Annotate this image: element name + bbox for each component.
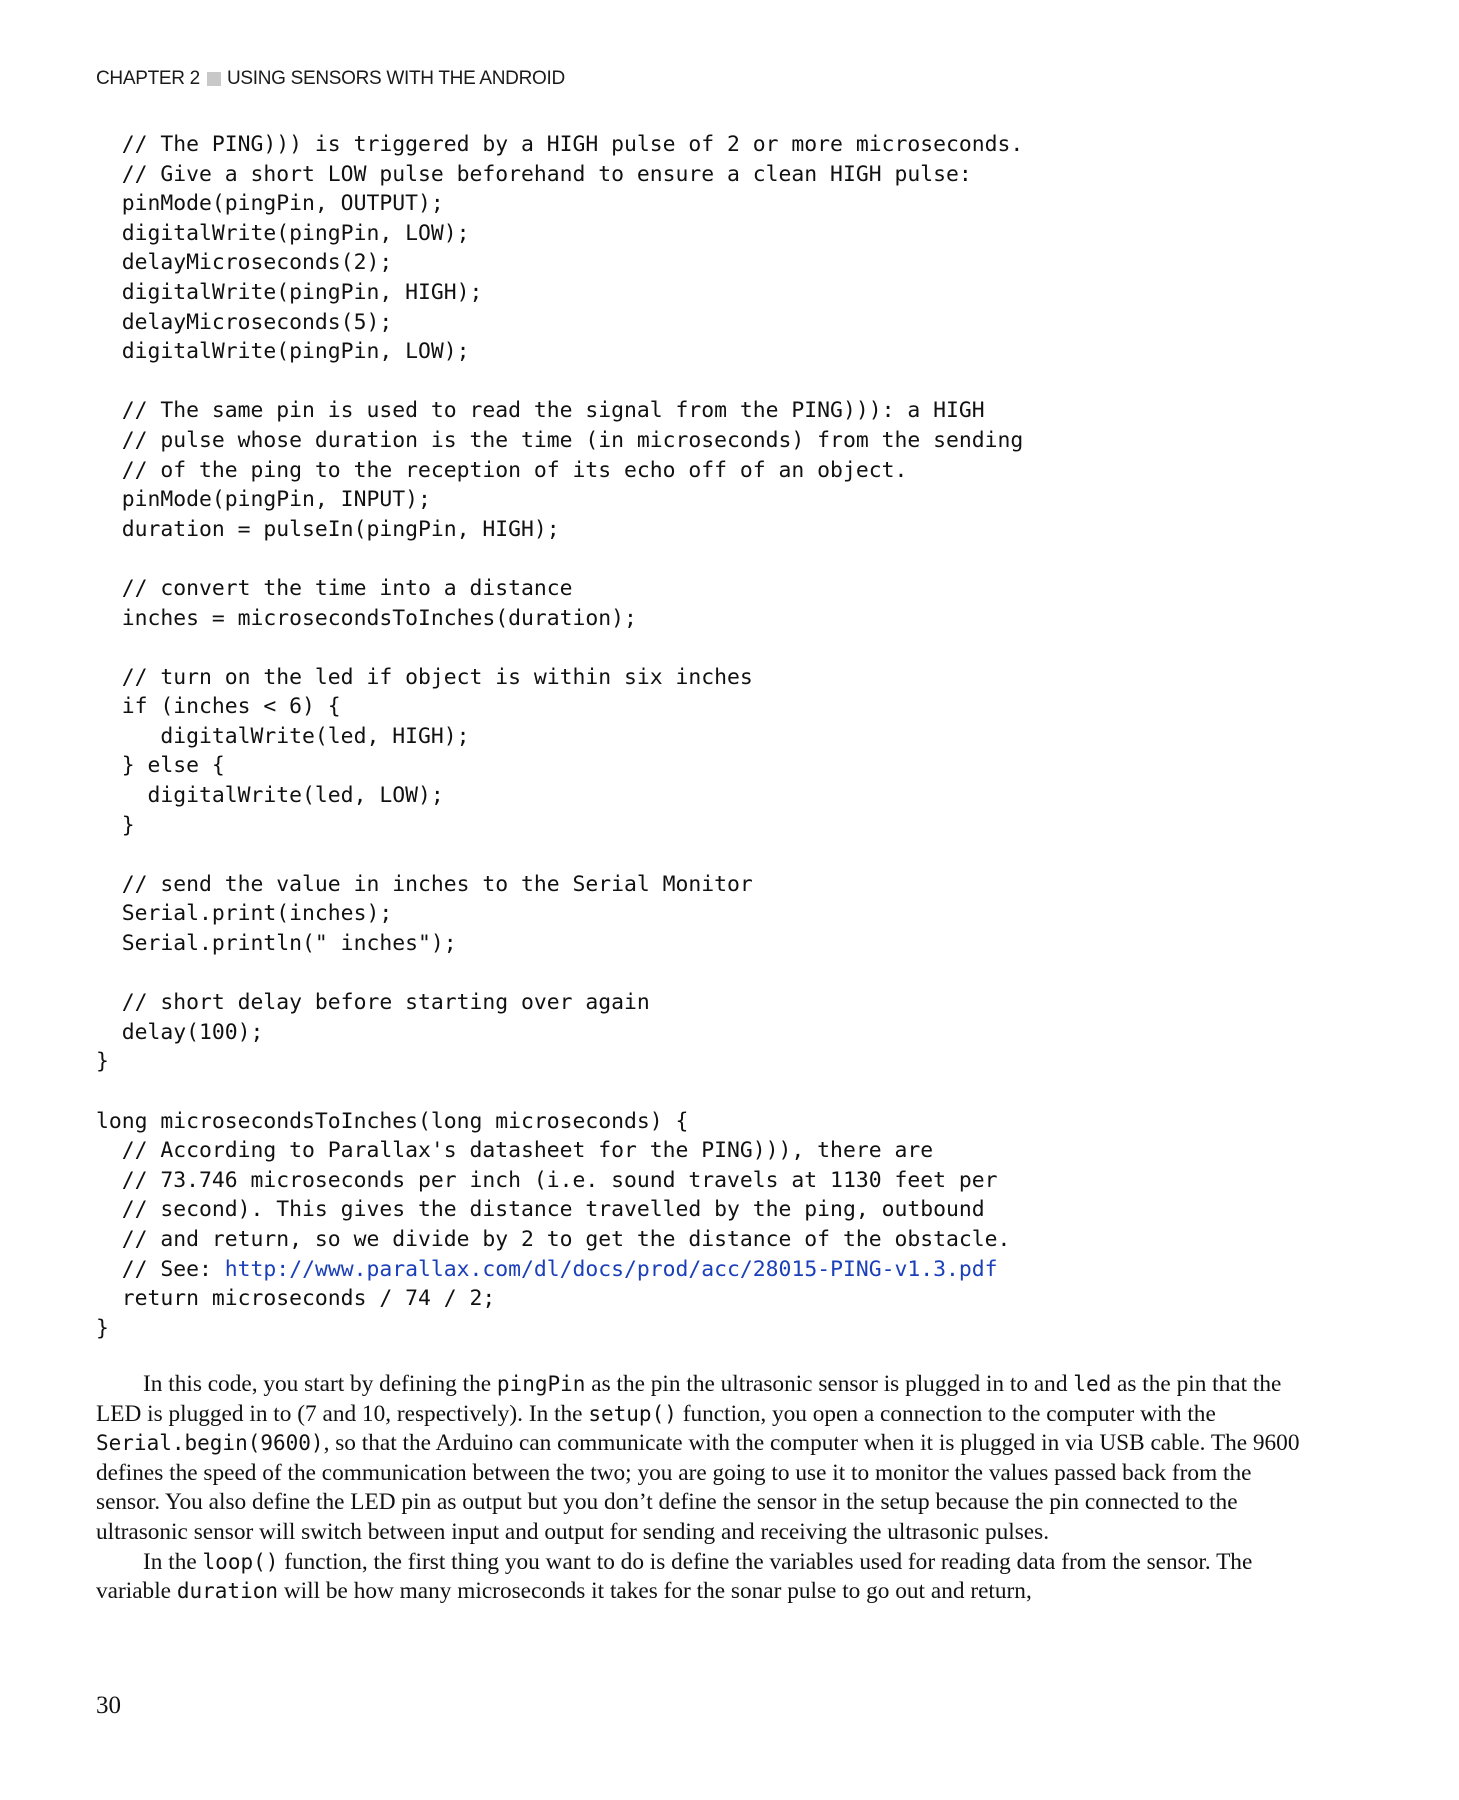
inline-code-pingpin: pingPin	[496, 1372, 586, 1396]
header-separator-icon	[207, 72, 221, 86]
inline-code-led: led	[1073, 1372, 1112, 1396]
inline-code-loop: loop()	[202, 1549, 279, 1574]
inline-code-setup: setup()	[588, 1401, 677, 1426]
chapter-title: USING SENSORS WITH THE ANDROID	[226, 68, 565, 89]
paragraph-2: In the loop() function, the first thing you want to do is define the variables used for reading data from the sensor. The variable duration will be how many microseconds it takes for the sonar pulse to go out and return,	[96, 1548, 1253, 1605]
code-see-prefix: // See:	[96, 1256, 225, 1282]
body-text	[96, 1370, 1314, 1607]
datasheet-link[interactable]: http://www.parallax.com/dl/docs/prod/acc/28015-PING-v1.3.pdf	[224, 1256, 998, 1282]
code-tail: return microseconds / 74 / 2; }	[96, 1286, 496, 1341]
inline-code-serial-begin: Serial.begin(9600)	[96, 1431, 324, 1456]
inline-code-duration: duration	[176, 1579, 279, 1604]
code-body: // The PING))) is triggered by a HIGH pulse of 2 or more microseconds. // Give a short LOW pulse beforehand to ensure a clean HIGH pulse: pinMode(pingPin, OUTPUT); digitalWrite(pingPin, LOW); delayMicroseconds(2); digitalWrite(pingPin, HIGH); delayMicroseconds(5); digitalWrite(pingPin, LOW); // The same pin is used to read the signal from the PING))): a HIGH // pulse whose duration is the time (in microseconds) from the sending // of the ping to the reception of its echo off of an object. pinMode(pingPin, INPUT); duration = pulseIn(pingPin, HIGH); // convert the time into a distance inches = microsecondsToInches(duration); // turn on the led if object is within six inches if (inches < 6) { digitalWrite(led, HIGH); } else { digitalWrite(led, LOW); } // send the value in inches to the Serial Monitor Serial.print(inches); Serial.println(" inches"); // short delay before starting over again delay(100); } long microsecondsToInches(long microseconds) { // According to Parallax's datasheet for the PING))), there are // 73.746 microseconds per inch (i.e. sound travels at 1130 feet per // second). This gives the distance travelled by the ping, outbound // and return, so we divide by 2 to get the distance of the obstacle.	[96, 132, 1024, 1252]
page-number: 30	[96, 1692, 121, 1719]
chapter-label: CHAPTER 2	[96, 68, 200, 89]
paragraph-1: In this code, you start by defining the pingPin as the pin the ultrasonic sensor is plugged in to and led as the pin that the LED is plugged in to (7 and 10, respectively). In the setup() function, you open a connection to the computer with the Serial.begin(9600), so that the Arduino can communicate with the computer when it is plugged in via USB cable. The 9600 defines the speed of the communication between the two; you are going to use it to monitor the values passed back from the sensor. You also define the LED pin as output but you don’t define the sensor in the setup because the pin connected to the ultrasonic sensor will switch between input and output for sending and receiving the ultrasonic pulses.	[96, 1371, 1300, 1545]
code-listing	[96, 130, 1023, 1343]
running-header	[96, 68, 565, 90]
